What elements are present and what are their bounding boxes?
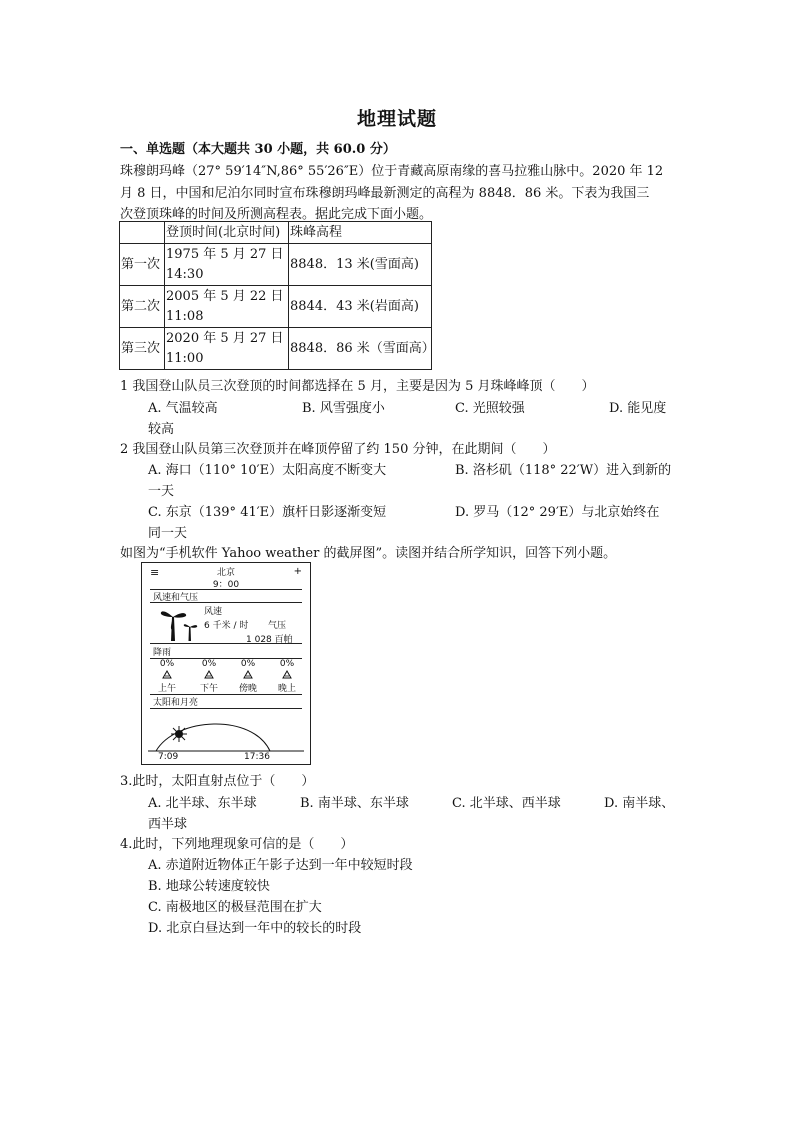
question-4-stem: 4.此时，下列地理现象可信的是（ ） bbox=[120, 837, 354, 852]
intro-line-2: 月 8 日，中国和尼泊尔同时宣布珠穆朗玛峰最新测定的高程为 8848．86 米。下表为我国三 bbox=[120, 186, 650, 201]
q2-option-b-cont: 一天 bbox=[148, 484, 175, 499]
table-header-cell bbox=[120, 222, 165, 244]
table-cell-height: 8848．86 米（雪面高） bbox=[289, 328, 432, 370]
intro-line-1: 珠穆朗玛峰（27° 59′14″N,86° 55′26″E）位于青藏高原南缘的喜马拉雅山脉中。2020 年 12 bbox=[120, 164, 664, 179]
raindrop-icon bbox=[162, 670, 172, 680]
rain-period: 下午 bbox=[199, 684, 218, 694]
rain-period: 傍晚 bbox=[238, 684, 257, 694]
time-date: 1975 年 5 月 27 日 bbox=[166, 246, 284, 262]
wind-section-title: 风速和气压 bbox=[153, 593, 199, 603]
q4-option-a: A. 赤道附近物体正午影子达到一年中较短时段 bbox=[148, 858, 413, 873]
table-row bbox=[120, 328, 432, 370]
q2-option-a: A. 海口（110° 10′E）太阳高度不断变大 bbox=[148, 463, 387, 478]
sunset-time: 17:36 bbox=[244, 752, 270, 762]
rain-percent: 0% bbox=[240, 659, 256, 669]
raindrop-icon bbox=[243, 670, 253, 680]
table-header-cell: 登顶时间(北京时间) bbox=[165, 222, 289, 244]
page-title: 地理试题 bbox=[356, 108, 437, 130]
sunrise-time: 7:09 bbox=[158, 752, 179, 762]
sun-moon-section-title: 太阳和月亮 bbox=[153, 698, 199, 708]
windmill-icon bbox=[158, 607, 204, 643]
q1-option-c: C. 光照较强 bbox=[455, 401, 525, 416]
table-cell-height: 8844．43 米(岩面高) bbox=[289, 286, 432, 328]
q4-option-d: D. 北京白昼达到一年中的较长的时段 bbox=[148, 921, 362, 936]
q4-option-b: B. 地球公转速度较快 bbox=[148, 879, 270, 894]
q2-option-d-cont: 同一天 bbox=[148, 526, 188, 541]
intro-2: 如图为“手机软件 Yahoo weather 的截屏图”。读图并结合所学知识，回答下列小题。 bbox=[120, 546, 617, 561]
wind-label: 风速 bbox=[204, 607, 223, 617]
q3-option-d-cont: 西半球 bbox=[148, 817, 188, 832]
q3-option-b: B. 南半球、东半球 bbox=[300, 796, 409, 811]
rain-percent: 0% bbox=[159, 659, 175, 669]
raindrop-icon bbox=[282, 670, 292, 680]
sun-icon bbox=[171, 726, 187, 742]
wind-value: 6 千米 / 时 bbox=[204, 621, 249, 631]
raindrop-icon bbox=[204, 670, 214, 680]
question-1-stem: 1 我国登山队员三次登顶的时间都选择在 5 月，主要是因为 5 月珠峰峰顶（ ） bbox=[120, 379, 595, 394]
time-date: 2005 年 5 月 22 日 bbox=[166, 288, 284, 304]
q1-option-a: A. 气温较高 bbox=[148, 401, 218, 416]
time-clock: 11:08 bbox=[166, 308, 204, 324]
table-cell-label: 第二次 bbox=[120, 286, 165, 328]
q1-option-b: B. 风雪强度小 bbox=[302, 401, 385, 416]
menu-icon: ≡ bbox=[150, 566, 160, 579]
table-cell-label: 第一次 bbox=[120, 244, 165, 286]
pressure-label: 气压 bbox=[268, 621, 287, 631]
pressure-value: 1 028 百帕 bbox=[246, 635, 293, 645]
rain-period: 上午 bbox=[157, 684, 176, 694]
q1-option-d: D. 能见度 bbox=[609, 401, 667, 416]
table-header-row bbox=[120, 222, 432, 244]
current-time: 9：00 bbox=[212, 580, 240, 590]
time-clock: 14:30 bbox=[166, 266, 204, 282]
question-2-stem: 2 我国登山队员第三次登顶并在峰顶停留了约 150 分钟，在此期间（ ） bbox=[120, 442, 556, 457]
rain-percent: 0% bbox=[201, 659, 217, 669]
rain-section-title: 降雨 bbox=[153, 648, 172, 658]
section-heading: 一、单选题（本大题共 30 小题，共 60.0 分） bbox=[120, 142, 396, 157]
divider bbox=[150, 602, 302, 603]
table-cell-time bbox=[165, 328, 289, 370]
q3-option-a: A. 北半球、东半球 bbox=[148, 796, 257, 811]
sun-path-arc bbox=[142, 709, 310, 753]
rain-period: 晚上 bbox=[277, 684, 296, 694]
city-name: 北京 bbox=[216, 568, 235, 578]
table-row bbox=[120, 286, 432, 328]
table-cell-label: 第三次 bbox=[120, 328, 165, 370]
rain-percent: 0% bbox=[279, 659, 295, 669]
add-icon: + bbox=[293, 566, 302, 577]
q2-option-b: B. 洛杉矶（118° 22′W）进入到新的 bbox=[455, 463, 672, 478]
intro-line-3: 次登顶珠峰的时间及所测高程表。据此完成下面小题。 bbox=[120, 207, 433, 222]
table-cell-time bbox=[165, 244, 289, 286]
table-cell-time bbox=[165, 286, 289, 328]
q4-option-c: C. 南极地区的极昼范围在扩大 bbox=[148, 900, 322, 915]
q3-option-d: D. 南半球、 bbox=[604, 796, 675, 811]
divider bbox=[150, 643, 302, 644]
table-cell-height: 8848．13 米(雪面高) bbox=[289, 244, 432, 286]
q2-option-c: C. 东京（139° 41′E）旗杆日影逐渐变短 bbox=[148, 505, 387, 520]
table-header-cell: 珠峰高程 bbox=[289, 222, 432, 244]
q1-option-d-cont: 较高 bbox=[148, 422, 175, 437]
time-date: 2020 年 5 月 27 日 bbox=[166, 330, 284, 346]
table-row bbox=[120, 244, 432, 286]
q2-option-d: D. 罗马（12° 29′E）与北京始终在 bbox=[455, 505, 660, 520]
time-clock: 11:00 bbox=[166, 350, 204, 366]
question-3-stem: 3.此时，太阳直射点位于（ ） bbox=[120, 774, 315, 789]
q3-option-c: C. 北半球、西半球 bbox=[452, 796, 561, 811]
weather-app-screenshot bbox=[141, 562, 311, 765]
summit-table bbox=[119, 221, 435, 370]
